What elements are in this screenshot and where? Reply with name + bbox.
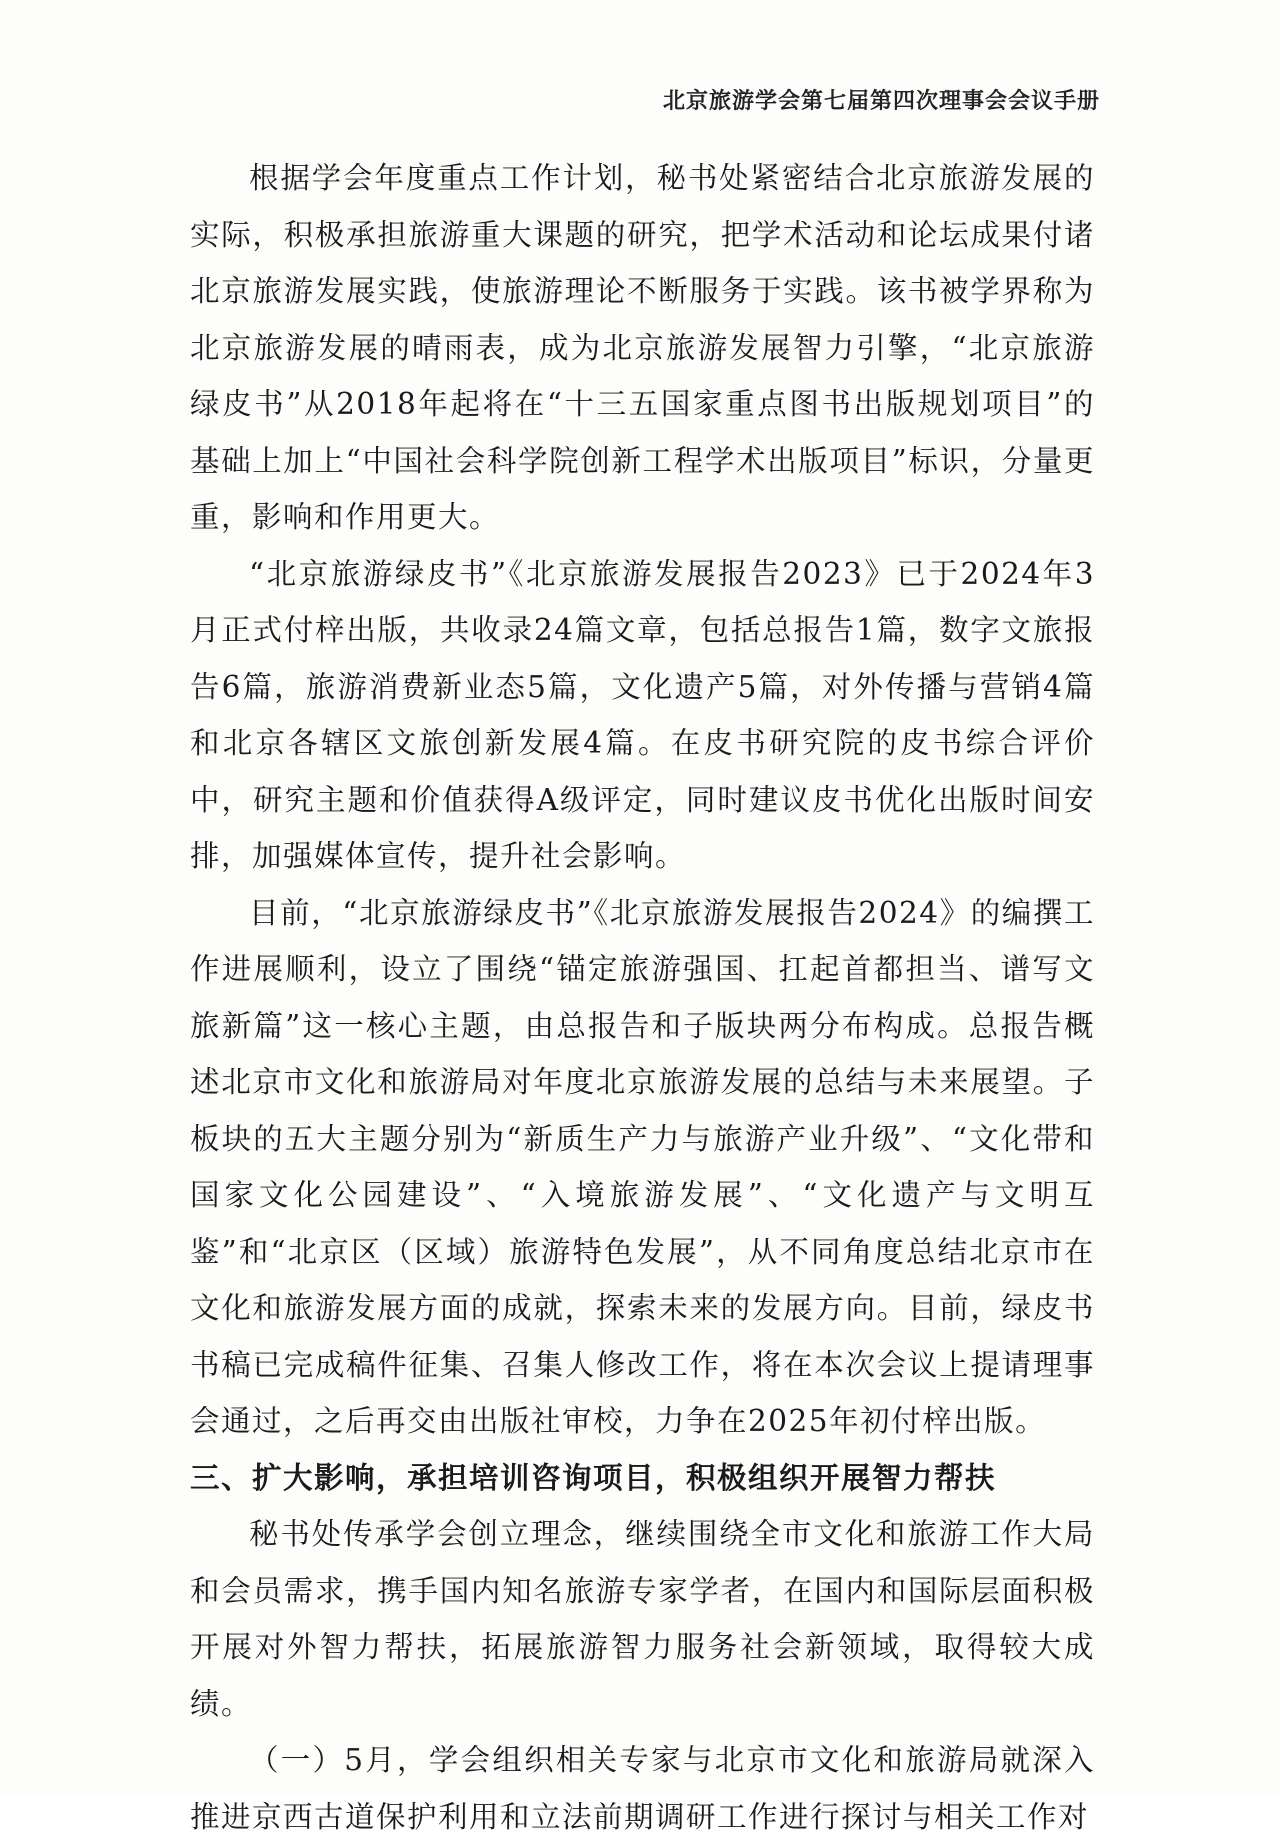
- paragraph: “北京旅游绿皮书”《北京旅游发展报告2023》已于2024年3月正式付梓出版，共收录24篇文章，包括总报告1篇，数字文旅报告6篇，旅游消费新业态5篇，文化遗产5篇，对外传播与营销4篇和北京各辖区文旅创新发展4篇。在皮书研究院的皮书综合评价中，研究主题和价值获得A级评定，同时建议皮书优化出版时间安排，加强媒体宣传，提升社会影响。: [190, 556, 1095, 873]
- paragraph: 秘书处传承学会创立理念，继续围绕全市文化和旅游工作大局和会员需求，携手国内知名旅游专家学者，在国内和国际层面积极开展对外智力帮扶，拓展旅游智力服务社会新领域，取得较大成绩。: [190, 1517, 1095, 1721]
- paragraph: 目前，“北京旅游绿皮书”《北京旅游发展报告2024》的编撰工作进展顺利，设立了围绕“锚定旅游强国、扛起首都担当、谱写文旅新篇”这一核心主题，由总报告和子版块两分布构成。总报告概述北京市文化和旅游局对年度北京旅游发展的总结与未来展望。子板块的五大主题分别为“新质生产力与旅游产业升级”、“文化带和国家文化公园建设”、“入境旅游发展”、“文化遗产与文明互鉴”和“北京区（区域）旅游特色发展”，从不同角度总结北京市在文化和旅游发展方面的成就，探索未来的发展方向。目前，绿皮书书稿已完成稿件征集、召集人修改工作，将在本次会议上提请理事会通过，之后再交由出版社审校，力争在2025年初付梓出版。: [190, 895, 1095, 1438]
- paragraph: （一）5月，学会组织相关专家与北京市文化和旅游局就深入推进京西古道保护利用和立法前期调研工作进行探讨与相关工作对: [190, 1743, 1095, 1834]
- running-header: 北京旅游学会第七届第四次理事会会议手册: [662, 88, 1100, 114]
- document-body: [190, 150, 1095, 1845]
- paragraph: 根据学会年度重点工作计划，秘书处紧密结合北京旅游发展的实际，积极承担旅游重大课题的研究，把学术活动和论坛成果付诸北京旅游发展实践，使旅游理论不断服务于实践。该书被学界称为北京旅游发展的晴雨表，成为北京旅游发展智力引擎，“北京旅游绿皮书”从2018年起将在“十三五国家重点图书出版规划项目”的基础上加上“中国社会科学院创新工程学术出版项目”标识，分量更重，影响和作用更大。: [190, 161, 1095, 534]
- section-heading: 三、扩大影响，承担培训咨询项目，积极组织开展智力帮扶: [190, 1459, 997, 1495]
